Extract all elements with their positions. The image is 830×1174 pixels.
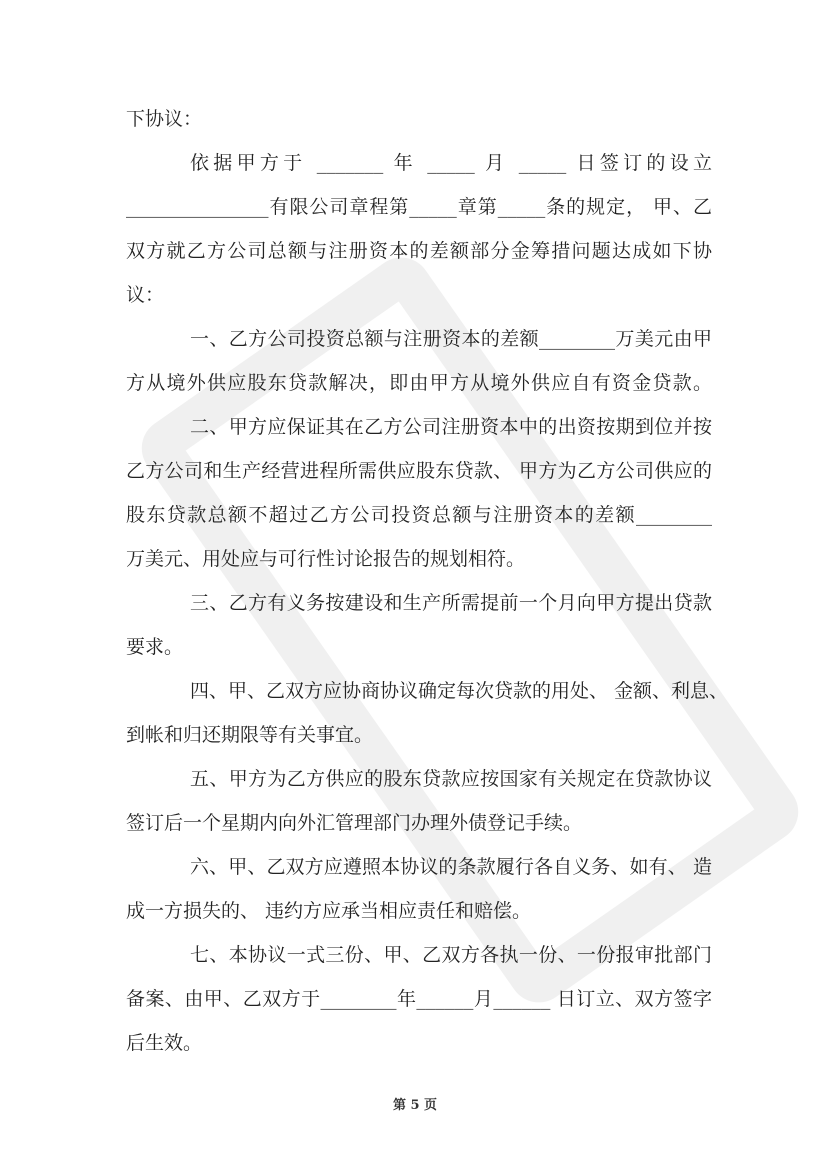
text-line: 成一方损失的、 违约方应承当相应责任和赔偿。 — [126, 900, 532, 922]
document-body — [126, 104, 729, 1072]
text-line: 依据甲方于 _______ 年 _____ 月 _____ 日签订的设立 — [190, 152, 712, 174]
text-line: 万美元、用处应与可行性讨论报告的规划相符。 — [126, 548, 526, 570]
text-line: 一、乙方公司投资总额与注册资本的差额________万美元由甲 — [190, 328, 712, 350]
text-line: 到帐和归还期限等有关事宜。 — [126, 724, 374, 746]
text-line: 签订后一个星期内向外汇管理部门办理外债登记手续。 — [126, 812, 583, 834]
text-line: 乙方公司和生产经营进程所需供应股东贷款、 甲方为乙方公司供应的 — [126, 460, 712, 482]
text-line: 七、本协议一式三份、甲、乙双方各执一份、一份报审批部门 — [190, 944, 712, 966]
text-line: 股东贷款总额不超过乙方公司投资总额与注册资本的差额________ — [126, 504, 712, 526]
text-line: 三、乙方有义务按建设和生产所需提前一个月向甲方提出贷款 — [190, 592, 712, 614]
text-line: 双方就乙方公司总额与注册资本的差额部分金筹措问题达成如下协 — [126, 240, 712, 262]
text-line: 下协议： — [126, 108, 203, 130]
text-line: 议： — [126, 284, 165, 306]
text-line: 二、甲方应保证其在乙方公司注册资本中的出资按期到位并按 — [190, 416, 712, 438]
text-line: 方从境外供应股东贷款解决，即由甲方从境外供应自有资金贷款。 — [126, 372, 712, 394]
text-line: 后生效。 — [126, 1032, 203, 1054]
text-line: 四、甲、乙双方应协商协议确定每次贷款的用处、 金额、利息、 — [190, 680, 729, 702]
text-line: 要求。 — [126, 636, 184, 658]
text-line: 五、甲方为乙方供应的股东贷款应按国家有关规定在贷款协议 — [190, 768, 712, 790]
text-line: _______________有限公司章程第_____章第_____条的规定， 甲、乙 — [126, 196, 712, 218]
text-line: 备案、由甲、乙双方于________年______月______ 日订立、双方签字 — [126, 988, 712, 1010]
text-line: 六、甲、乙双方应遵照本协议的条款履行各自义务、如有、 造 — [190, 856, 712, 878]
page-number: 第 5 页 — [392, 1098, 438, 1113]
